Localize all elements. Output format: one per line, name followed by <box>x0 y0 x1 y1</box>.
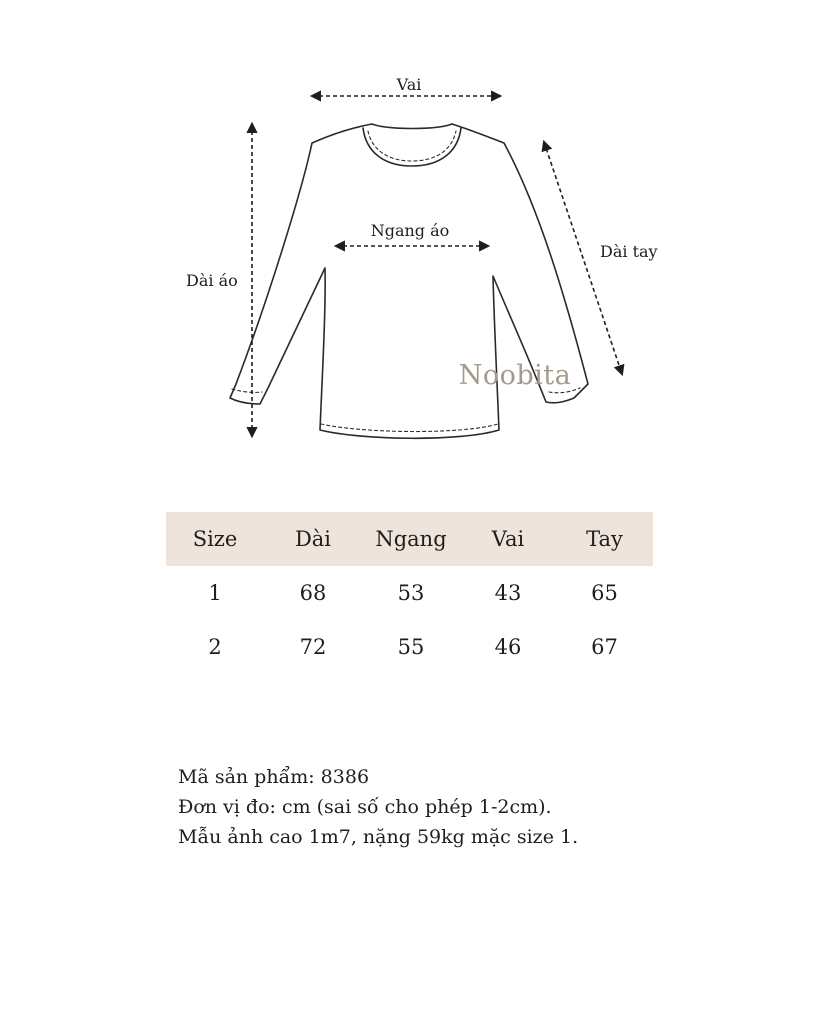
product-notes <box>178 762 578 852</box>
brand-watermark: Noobita <box>458 360 572 391</box>
table-row <box>166 566 653 620</box>
shirt-outline <box>230 124 588 438</box>
col-header-ngang: Ngang <box>375 527 447 551</box>
label-ngang-ao: Ngang áo <box>370 221 450 240</box>
model-info: Mẫu ảnh cao 1m7, nặng 59kg mặc size 1. <box>178 826 579 848</box>
cell-vai: 46 <box>494 635 522 659</box>
table-header-row <box>166 512 653 566</box>
cell-ngang: 55 <box>397 635 425 659</box>
cell-ngang: 53 <box>397 581 425 605</box>
cell-tay: 67 <box>591 635 618 659</box>
col-header-tay: Tay <box>586 527 623 551</box>
cell-dai: 68 <box>299 581 327 605</box>
label-dai-ao: Dài áo <box>186 271 238 290</box>
table-row <box>166 620 653 674</box>
cell-size: 1 <box>208 581 222 605</box>
col-header-size: Size <box>192 527 238 551</box>
cell-dai: 72 <box>299 635 327 659</box>
product-code: Mã sản phẩm: 8386 <box>178 766 370 788</box>
size-table <box>166 512 653 674</box>
cell-tay: 65 <box>591 581 618 605</box>
measurement-unit-note: Đơn vị đo: cm (sai số cho phép 1-2cm). <box>178 796 552 818</box>
cell-size: 2 <box>208 635 222 659</box>
shirt-measurement-diagram <box>0 0 819 480</box>
col-header-vai: Vai <box>491 527 525 551</box>
col-header-dai: Dài <box>294 527 332 551</box>
cell-vai: 43 <box>494 581 522 605</box>
label-vai: Vai <box>396 75 422 94</box>
label-dai-tay: Dài tay <box>600 242 658 261</box>
